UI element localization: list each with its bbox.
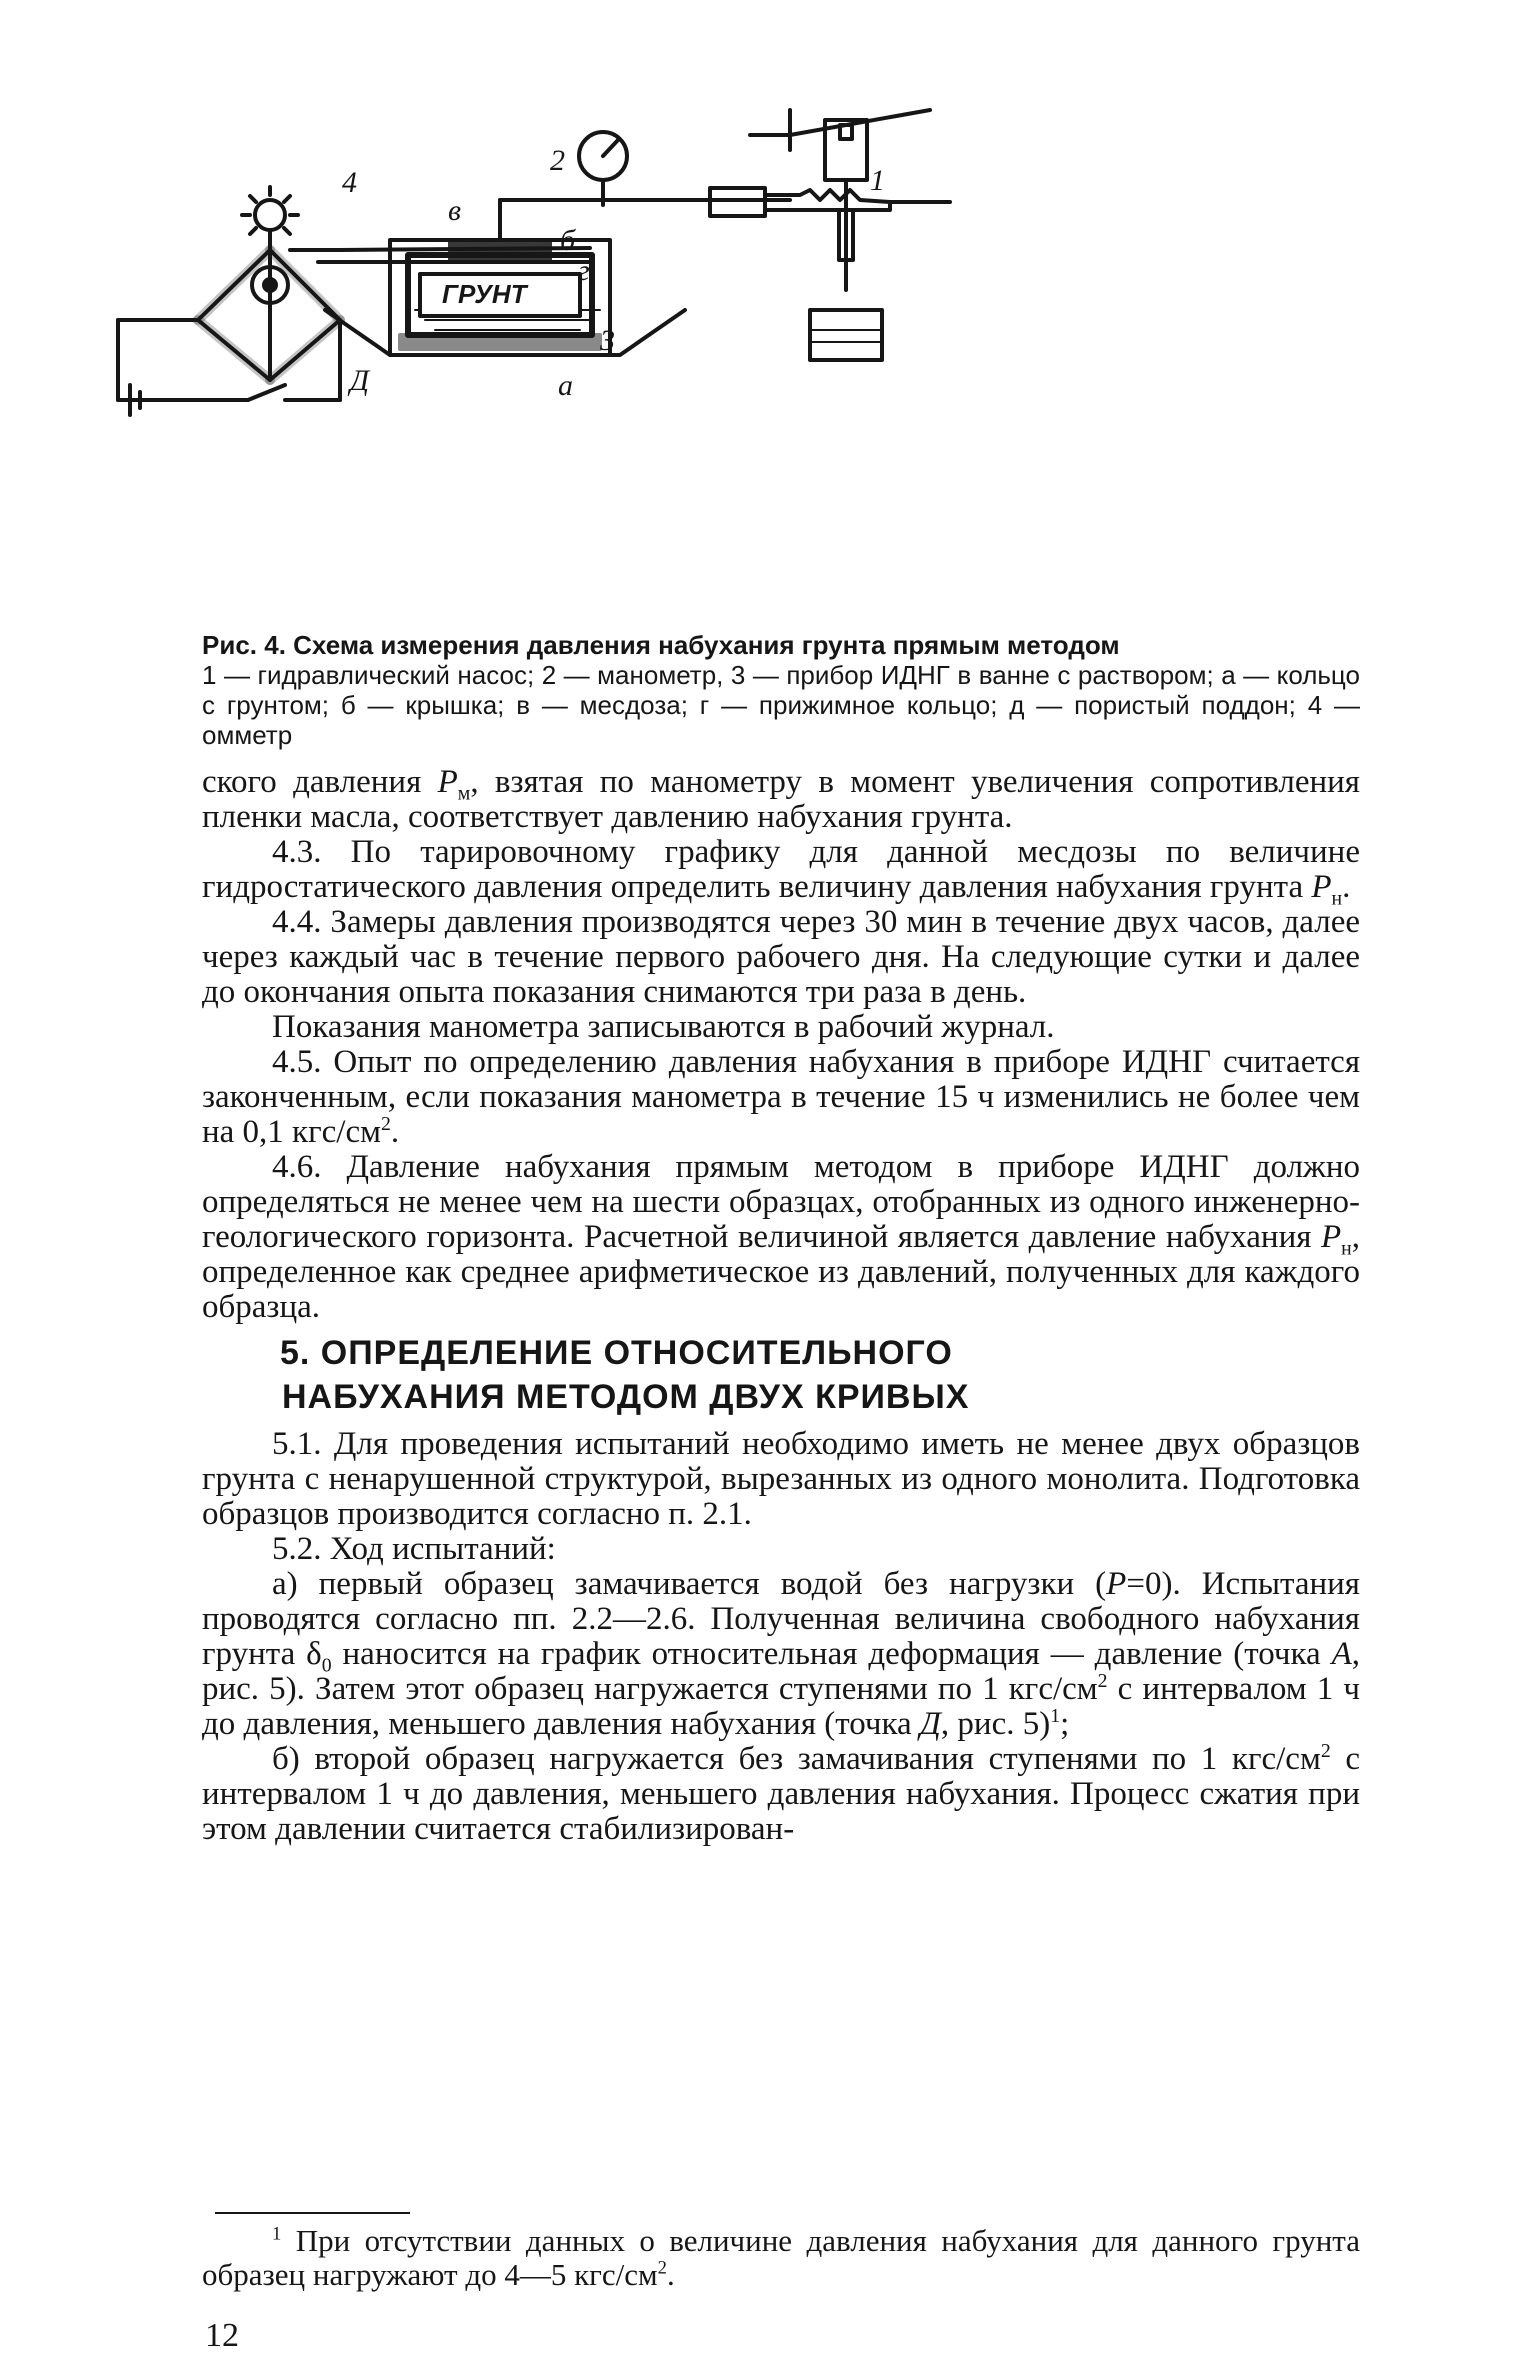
soil-label: ГРУНТ (442, 279, 527, 309)
body-text (202, 765, 1360, 1847)
paragraph-5-1: 5.1. Для проведения испытаний необходимо иметь не менее двух образцов грунта с ненарушенной структурой, вырезанных из одного монолита. Подготовка образцов производится согласно п. 2.1. (202, 1426, 1360, 1532)
footnote-divider (215, 2212, 410, 2214)
figure-4-diagram (150, 144, 1390, 600)
paragraph-5-2: 5.2. Ход испытаний: (272, 1531, 556, 1567)
label-3: 3 (600, 324, 615, 357)
caption-legend: 1 — гидравлический насос; 2 — манометр, 3 — прибор ИДНГ в ванне с раствором; а — кольцо с грунтом; б — крышка; в — месдоза; г — прижимное кольцо; д — пористый поддон; 4 — омметр (202, 660, 1360, 750)
paragraph-readings: Показания манометра записываются в рабочий журнал. (272, 1009, 1055, 1045)
page-number: 12 (205, 2317, 239, 2354)
paragraph-4-5: 4.5. Опыт по определению давления набухания в приборе ИДНГ считается законченным, если показания манометра в течение 15 ч изменились не более чем на 0,1 кгс/$см^2$. (202, 1044, 1360, 1150)
label-b: б (560, 224, 576, 257)
label-1: 1 (870, 164, 885, 197)
label-d: Д (350, 364, 370, 397)
footnote: $^1$ При отсутствии данных о величине давления набухания для данного грунта образец нагружают до 4—5 кгс/$см^2$. (202, 2223, 1360, 2292)
section-5-heading: 5. ОПРЕДЕЛЕНИЕ ОТНОСИТЕЛЬНОГО НАБУХАНИЯ МЕТОДОМ ДВУХ КРИВЫХ (280, 1334, 970, 1416)
label-a: а (558, 369, 573, 402)
hydraulic-pump (710, 110, 950, 360)
figure-caption (202, 630, 1360, 750)
paragraph-5-2-a: а) первый образец замачивается водой без нагрузки (P=0). Испытания проводятся согласно пп. 2.2—2.6. Полученная величина свободного набухания грунта $\delta_0$ наносится на график относительная деформация — давление (точка А, рис. 5). Затем этот образец нагружается ступенями по 1 кгс/$см^2$ с интервалом 1 ч до давления, меньшего давления набухания (точка Д, рис. 5)$^1$; (202, 1566, 1361, 1742)
paragraph-4-4: 4.4. Замеры давления производятся через 30 мин в течение двух часов, далее через каждый час в течение первого рабочего дня. На следующие сутки и далее до окончания опыта показания снимаются три раза в день. (202, 904, 1360, 1010)
idng-device-in-bath (325, 200, 685, 355)
manometer (579, 132, 627, 180)
label-v: в (448, 194, 462, 227)
paragraph-4-3: 4.3. По тарировочному графику для данной месдозы по величине гидростатического давления определить величину давления набухания грунта $P_н$. (202, 834, 1360, 910)
caption-title: Рис. 4. Схема измерения давления набухания грунта прямым методом (202, 630, 1120, 660)
label-2: 2 (550, 144, 565, 177)
paragraph-5-2-b: б) второй образец нагружается без замачивания ступенями по 1 кгс/$см^2$ с интервалом 1 ч до давления, меньшего давления набухания. Процесс сжатия при этом давлении считается стабилизирован- (202, 1740, 1361, 1847)
swelling-pressure-schematic (150, 144, 1390, 600)
label-4: 4 (342, 166, 357, 199)
paragraph-continuation: ского давления $P_м$, взятая по манометру в момент увеличения сопротивления пленки масла, соответствует давлению набухания грунта. (202, 764, 1360, 835)
label-g: г (578, 254, 590, 287)
paragraph-4-6: 4.6. Давление набухания прямым методом в приборе ИДНГ должно определяться не менее чем на шести образцах, отобранных из одного инженерно-геологического горизонта. Расчетной величиной является давление набухания $P_н$, определенное как среднее арифметическое из давлений, полученных для каждого образца. (202, 1149, 1360, 1325)
